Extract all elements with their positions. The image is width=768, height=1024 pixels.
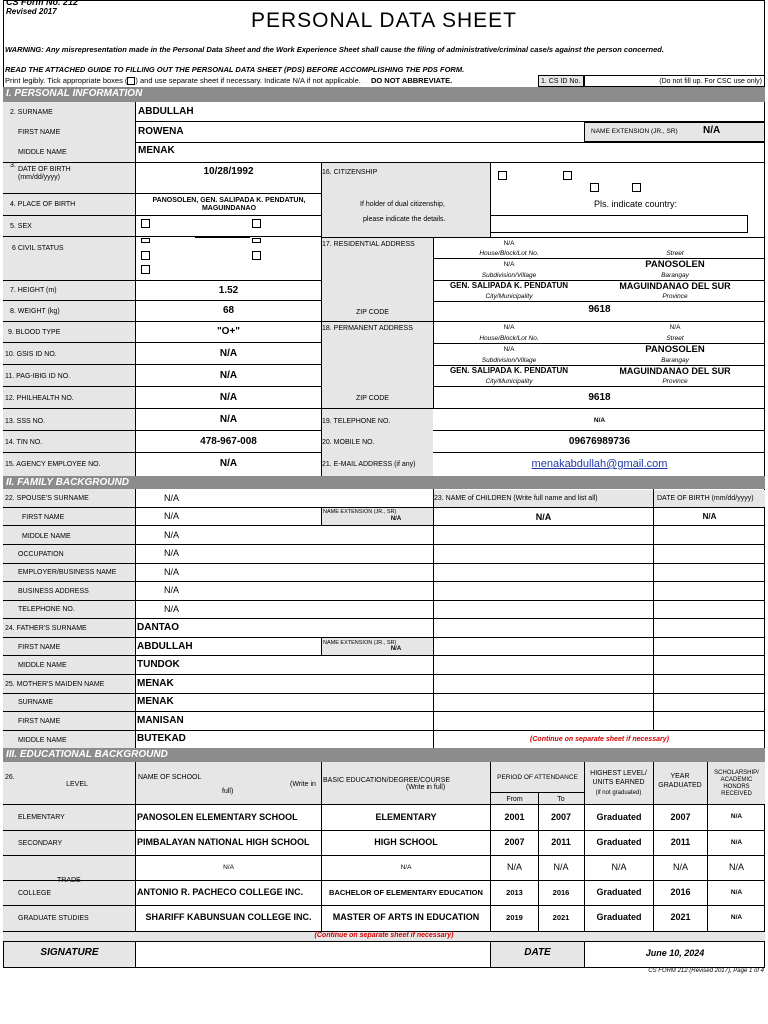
edu-course-college[interactable]: BACHELOR OF ELEMENTARY EDUCATION [329, 888, 483, 897]
zip-code-label: ZIP CODE [356, 309, 389, 316]
surname-field[interactable]: ABDULLAH [138, 106, 194, 117]
civil-status-label: 6 CIVIL STATUS [12, 245, 64, 252]
divider [3, 581, 765, 582]
father-surname-label: 24. FATHER'S SURNAME [5, 625, 87, 632]
agency-field[interactable]: N/A [219, 458, 238, 469]
edu-school-header: NAME OF SCHOOL [138, 774, 202, 781]
divider [3, 804, 765, 805]
mother-maiden-field[interactable]: MENAK [137, 678, 174, 689]
place-of-birth-field[interactable]: PANOSOLEN, GEN. SALIPADA K. PENDATUN, MAGUINDANAO [152, 197, 306, 212]
weight-label: 8. WEIGHT (kg) [10, 308, 60, 315]
province-caption: Province [662, 293, 688, 300]
mother-surname-label: SURNAME [18, 699, 54, 706]
divider [3, 655, 765, 656]
section-family-background: II. FAMILY BACKGROUND [3, 476, 765, 489]
mother-middle-label: MIDDLE NAME [18, 737, 67, 744]
date-label: DATE [524, 947, 551, 958]
civil-married-checkbox[interactable] [252, 238, 261, 243]
edu-honors-college[interactable]: N/A [730, 889, 743, 896]
father-ext-label: NAME EXTENSION (JR., SR) [323, 640, 397, 646]
edu-honors-trade[interactable]: N/A [728, 862, 744, 872]
occupation-label: OCCUPATION [18, 551, 64, 558]
edu-level-college: COLLEGE [18, 890, 52, 897]
divider [433, 301, 765, 302]
edu-course-trade[interactable]: N/A [400, 864, 412, 871]
divider [3, 236, 322, 237]
mother-first-label: FIRST NAME [18, 718, 61, 725]
edu-period-header: PERIOD OF ATTENDANCE [497, 774, 578, 781]
child-dob-field[interactable]: N/A [702, 512, 717, 521]
edu-to-trade[interactable]: N/A [553, 862, 569, 872]
divider [3, 880, 765, 881]
name-extension-label: NAME EXTENSION (JR., SR) [584, 122, 765, 142]
date-field[interactable]: June 10, 2024 [645, 948, 705, 958]
warning-text: WARNING: Any misrepresentation made in the Personal Data Sheet and the Work Experience Sheet shall cause the filing of administrative/criminal case/s against the person concerned. [5, 45, 664, 54]
edu-school-elementary[interactable]: PANOSOLEN ELEMENTARY SCHOOL [137, 812, 298, 822]
divider [3, 386, 322, 387]
read-guide-text: READ THE ATTACHED GUIDE TO FILLING OUT THE PERSONAL DATA SHEET (PDS) BEFORE ACCOMPLISHING THE PDS FORM. [5, 65, 465, 74]
spouse-surname-label: 22. SPOUSE'S SURNAME [5, 495, 89, 502]
divider [3, 730, 765, 731]
email-field[interactable]: menakabdullah@gmail.com [531, 458, 668, 470]
philhealth-label: 12. PHILHEALTH NO. [5, 395, 74, 402]
street-caption-2: Street [666, 335, 684, 342]
divider [3, 321, 322, 322]
blood-type-field[interactable]: "O+" [216, 326, 241, 337]
edu-highest-secondary[interactable]: Graduated [596, 837, 642, 847]
gsis-field[interactable]: N/A [219, 348, 238, 359]
res-subdivision-field[interactable]: N/A [503, 261, 515, 268]
spouse-first-field[interactable]: N/A [164, 511, 180, 521]
mother-surname-field[interactable]: MENAK [137, 696, 174, 707]
res-province-field[interactable]: MAGUINDANAO DEL SUR [619, 281, 731, 291]
surname-label: 2. SURNAME [10, 109, 53, 116]
cs-id-label: 1. CS ID No. [538, 75, 584, 87]
edu-level-column [3, 804, 136, 931]
father-middle-label: MIDDLE NAME [18, 662, 67, 669]
divider [3, 342, 322, 343]
family-continue-note: (Continue on separate sheet if necessary) [530, 736, 669, 743]
edu-course-elementary[interactable]: ELEMENTARY [375, 812, 437, 822]
edu-to-college[interactable]: 2016 [552, 888, 570, 897]
form-revised: Revised 2017 [6, 7, 57, 16]
section-personal-information: I. PERSONAL INFORMATION [3, 87, 765, 102]
sex-female-checkbox[interactable] [252, 219, 261, 228]
edu-from-header: From [506, 796, 523, 803]
edu-school-secondary[interactable]: PIMBALAYAN NATIONAL HIGH SCHOOL [137, 837, 310, 847]
divider [3, 855, 765, 856]
edu-year-trade[interactable]: N/A [672, 862, 688, 872]
signature-label: SIGNATURE [40, 947, 99, 958]
edu-honors-elementary[interactable]: N/A [730, 813, 743, 820]
edu-from-college[interactable]: 2013 [506, 888, 523, 897]
edu-to-header: To [557, 796, 565, 803]
barangay-caption: Barangay [661, 272, 689, 279]
employer-field[interactable]: N/A [164, 567, 180, 577]
civil-single-checkbox[interactable] [141, 238, 150, 243]
section-educational-background: III. EDUCATIONAL BACKGROUND [3, 748, 765, 762]
edu-highest-trade[interactable]: N/A [611, 862, 627, 872]
civil-other-checkbox[interactable] [141, 265, 150, 274]
mother-maiden-label: 25. MOTHER'S MAIDEN NAME [5, 681, 105, 688]
edu-from-secondary[interactable]: 2007 [504, 837, 525, 847]
children-name-header: 23. NAME of CHILDREN (Write full name and list all) [434, 495, 598, 502]
children-dob-header: DATE OF BIRTH (mm/dd/yyyy) [657, 495, 754, 502]
res-house-field[interactable]: N/A [503, 240, 515, 247]
divider [3, 193, 322, 194]
edu-highest-graduate[interactable]: Graduated [596, 912, 642, 922]
father-middle-field[interactable]: TUNDOK [137, 659, 180, 670]
perm-house-field[interactable]: N/A [503, 324, 515, 331]
agency-label: 15. AGENCY EMPLOYEE NO. [5, 461, 101, 468]
edu-year-college[interactable]: 2016 [670, 887, 691, 897]
first-name-field[interactable]: ROWENA [138, 126, 184, 137]
edu-level-secondary: SECONDARY [18, 840, 63, 847]
edu-continue-note: (Continue on separate sheet if necessary) [314, 932, 454, 939]
province-caption-2: Province [662, 378, 688, 385]
no-abbreviate: DO NOT ABBREVIATE. [370, 76, 453, 85]
perm-city-field[interactable]: GEN. SALIPADA K. PENDATUN [449, 366, 569, 375]
perm-province-field[interactable]: MAGUINDANAO DEL SUR [619, 366, 731, 376]
dob-label: DATE OF BIRTH [18, 166, 71, 173]
citizenship-naturalization-checkbox[interactable] [632, 183, 641, 192]
edu-course-header-2: (Write in full) [406, 784, 446, 791]
middle-name-label: MIDDLE NAME [18, 149, 67, 156]
barangay-caption-2: Barangay [661, 357, 689, 364]
residential-address-label: 17. RESIDENTIAL ADDRESS [322, 241, 415, 248]
father-first-field[interactable]: ABDULLAH [137, 641, 193, 652]
dual-citizenship-note-1: If holder of dual citizenship, [360, 201, 445, 208]
subdivision-caption: Subdivision/Village [481, 272, 537, 279]
edu-honors-graduate[interactable]: N/A [730, 914, 743, 921]
edu-course-secondary[interactable]: HIGH SCHOOL [374, 837, 438, 847]
city-caption: City/Municipality [485, 293, 533, 300]
house-caption-2: House/Block/Lot No. [479, 335, 539, 342]
res-city-field[interactable]: GEN. SALIPADA K. PENDATUN [449, 281, 569, 290]
divider [3, 600, 765, 601]
edu-honors-header: SCHOLARSHIP/ ACADEMIC HONORS RECEIVED [714, 770, 759, 797]
gsis-label: 10. GSIS ID NO. [5, 351, 57, 358]
pagibig-label: 11. PAG-IBIG ID NO. [5, 373, 71, 380]
edu-school-header-2: (Write in [290, 781, 316, 788]
mobile-field[interactable]: 09676989736 [568, 436, 631, 447]
divider [195, 237, 250, 238]
print-text-a: Print legibly. Tick appropriate boxes ( [5, 76, 128, 85]
edu-to-elementary[interactable]: 2007 [550, 812, 572, 822]
divider [653, 490, 654, 507]
citizenship-label: 16. CITIZENSHIP [322, 169, 378, 176]
employer-label: EMPLOYER/BUSINESS NAME [18, 569, 117, 576]
spouse-first-label: FIRST NAME [22, 514, 65, 521]
height-label: 7. HEIGHT (m) [10, 287, 57, 294]
print-instructions [5, 76, 452, 85]
divider [3, 544, 765, 545]
telephone-field[interactable]: N/A [593, 417, 606, 424]
tin-label: 14. TIN NO. [5, 439, 43, 446]
spouse-middle-field[interactable]: N/A [164, 530, 180, 540]
divider [433, 386, 765, 387]
edu-number: 26. [5, 774, 15, 781]
signature-field[interactable] [136, 942, 490, 967]
edu-school-graduate[interactable]: SHARIFF KABUNSUAN COLLEGE INC. [145, 912, 312, 922]
civil-separated-checkbox[interactable] [252, 251, 261, 260]
divider [3, 693, 765, 694]
city-caption-2: City/Municipality [485, 378, 533, 385]
edu-school-trade[interactable]: N/A [223, 864, 234, 871]
middle-name-field[interactable]: MENAK [138, 145, 175, 156]
philhealth-field[interactable]: N/A [219, 392, 238, 403]
citizenship-filipino-checkbox[interactable] [498, 171, 507, 180]
mobile-label: 20. MOBILE NO. [322, 439, 375, 446]
pagibig-field[interactable]: N/A [219, 370, 238, 381]
divider [3, 563, 765, 564]
spouse-telephone-label: TELEPHONE NO. [18, 606, 75, 613]
father-ext-field[interactable]: N/A [390, 646, 402, 652]
divider [3, 830, 765, 831]
mother-first-field[interactable]: MANISAN [137, 715, 184, 726]
edu-from-elementary[interactable]: 2001 [504, 812, 525, 822]
business-address-label: BUSINESS ADDRESS [18, 588, 89, 595]
edu-from-trade[interactable]: N/A [506, 862, 522, 872]
divider [135, 142, 765, 143]
edu-highest-header: HIGHEST LEVEL/ UNITS EARNED [590, 770, 647, 786]
print-text-b: ) and use separate sheet if necessary. Indicate N/A if not applicable. [135, 76, 361, 85]
zip-code-label-2: ZIP CODE [356, 395, 389, 402]
citizenship-birth-checkbox[interactable] [590, 183, 599, 192]
divider [3, 905, 765, 906]
subdivision-caption-2: Subdivision/Village [481, 357, 537, 364]
edu-level-header: LEVEL [66, 781, 88, 788]
cs-id-note[interactable]: (Do not fill up. For CSC use only) [584, 75, 765, 87]
res-zip-field[interactable]: 9618 [588, 304, 611, 315]
sex-male-checkbox[interactable] [141, 219, 150, 228]
email-label: 21. E-MAIL ADDRESS (if any) [322, 461, 416, 468]
divider [3, 618, 765, 619]
house-caption: House/Block/Lot No. [479, 250, 539, 257]
sex-label: 5. SEX [10, 223, 32, 230]
divider [3, 215, 322, 216]
occupation-field[interactable]: N/A [164, 548, 180, 558]
res-barangay-field[interactable]: PANOSOLEN [645, 259, 705, 270]
sss-label: 13. SSS NO. [5, 418, 46, 425]
divider [3, 674, 765, 675]
divider [3, 280, 322, 281]
dob-field[interactable]: 10/28/1992 [203, 166, 254, 177]
edu-year-elementary[interactable]: 2007 [670, 812, 691, 822]
edu-year-header: YEAR GRADUATED [658, 773, 702, 789]
mother-middle-field[interactable]: BUTEKAD [137, 733, 186, 744]
telephone-label: 19. TELEPHONE NO. [322, 418, 391, 425]
edu-to-graduate[interactable]: 2021 [552, 913, 570, 922]
edu-from-graduate[interactable]: 2019 [506, 913, 523, 922]
spouse-telephone-field[interactable]: N/A [164, 604, 180, 614]
page-title: PERSONAL DATA SHEET [250, 9, 517, 32]
civil-widowed-checkbox[interactable] [141, 251, 150, 260]
blood-type-label: 9. BLOOD TYPE [8, 329, 61, 336]
permanent-address-label: 18. PERMANENT ADDRESS [322, 325, 413, 332]
name-extension-field[interactable]: N/A [703, 125, 721, 136]
divider [3, 364, 322, 365]
perm-subdivision-field[interactable]: N/A [503, 346, 515, 353]
indicate-country-label: Pls. indicate country: [594, 199, 678, 209]
divider [3, 300, 322, 301]
street-caption: Street [666, 250, 684, 257]
citizenship-dual-checkbox[interactable] [563, 171, 572, 180]
father-surname-field[interactable]: DANTAO [137, 622, 180, 633]
edu-course-graduate[interactable]: MASTER OF ARTS IN EDUCATION [332, 912, 480, 922]
first-name-label: FIRST NAME [18, 129, 61, 136]
edu-highest-college[interactable]: Graduated [596, 887, 642, 897]
edu-highest-header-2: (if not graduated) [595, 790, 642, 796]
perm-street-field[interactable]: N/A [669, 324, 681, 331]
edu-school-college[interactable]: ANTONIO R. PACHECO COLLEGE INC. [137, 887, 304, 897]
tin-field[interactable]: 478-967-008 [200, 436, 257, 447]
divider [3, 525, 765, 526]
spouse-surname-field[interactable]: N/A [164, 493, 180, 503]
edu-to-secondary[interactable]: 2011 [551, 837, 571, 847]
country-field[interactable] [490, 215, 748, 233]
edu-level-graduate: GRADUATE STUDIES [18, 915, 89, 922]
child-name-field[interactable]: N/A [535, 512, 552, 522]
edu-school-header-3: full) [222, 788, 234, 795]
height-field[interactable]: 1.52 [218, 285, 239, 296]
edu-course-header: BASIC EDUCATION/DEGREE/COURSE [323, 777, 451, 784]
form-number: CS Form No. 212 [6, 0, 79, 7]
divider [490, 792, 584, 793]
edu-level-elementary: ELEMENTARY [18, 814, 65, 821]
divider [3, 711, 765, 712]
dob-number: 3. [10, 162, 16, 169]
edu-level-trade [57, 876, 81, 880]
weight-field[interactable]: 68 [222, 305, 235, 316]
perm-barangay-field[interactable]: PANOSOLEN [645, 344, 705, 355]
edu-highest-elementary[interactable]: Graduated [596, 812, 642, 822]
page-footer: CS FORM 212 (Revised 2017), Page 1 of 4 [648, 968, 764, 974]
spouse-ext-label: NAME EXTENSION (JR., SR) [323, 509, 397, 515]
father-first-label: FIRST NAME [18, 644, 61, 651]
perm-zip-field[interactable]: 9618 [588, 392, 611, 403]
business-address-field[interactable]: N/A [164, 585, 180, 595]
place-of-birth-label: 4. PLACE OF BIRTH [10, 201, 76, 208]
edu-year-graduate[interactable]: 2021 [670, 912, 691, 922]
dob-format: (mm/dd/yyyy) [18, 174, 60, 181]
sss-field[interactable]: N/A [219, 414, 238, 425]
edu-honors-secondary[interactable]: N/A [730, 839, 743, 846]
spouse-ext-field[interactable]: N/A [390, 516, 402, 522]
edu-year-secondary[interactable]: 2011 [670, 837, 691, 847]
dual-citizenship-note-2: please indicate the details. [363, 216, 446, 223]
spouse-middle-label: MIDDLE NAME [22, 533, 71, 540]
